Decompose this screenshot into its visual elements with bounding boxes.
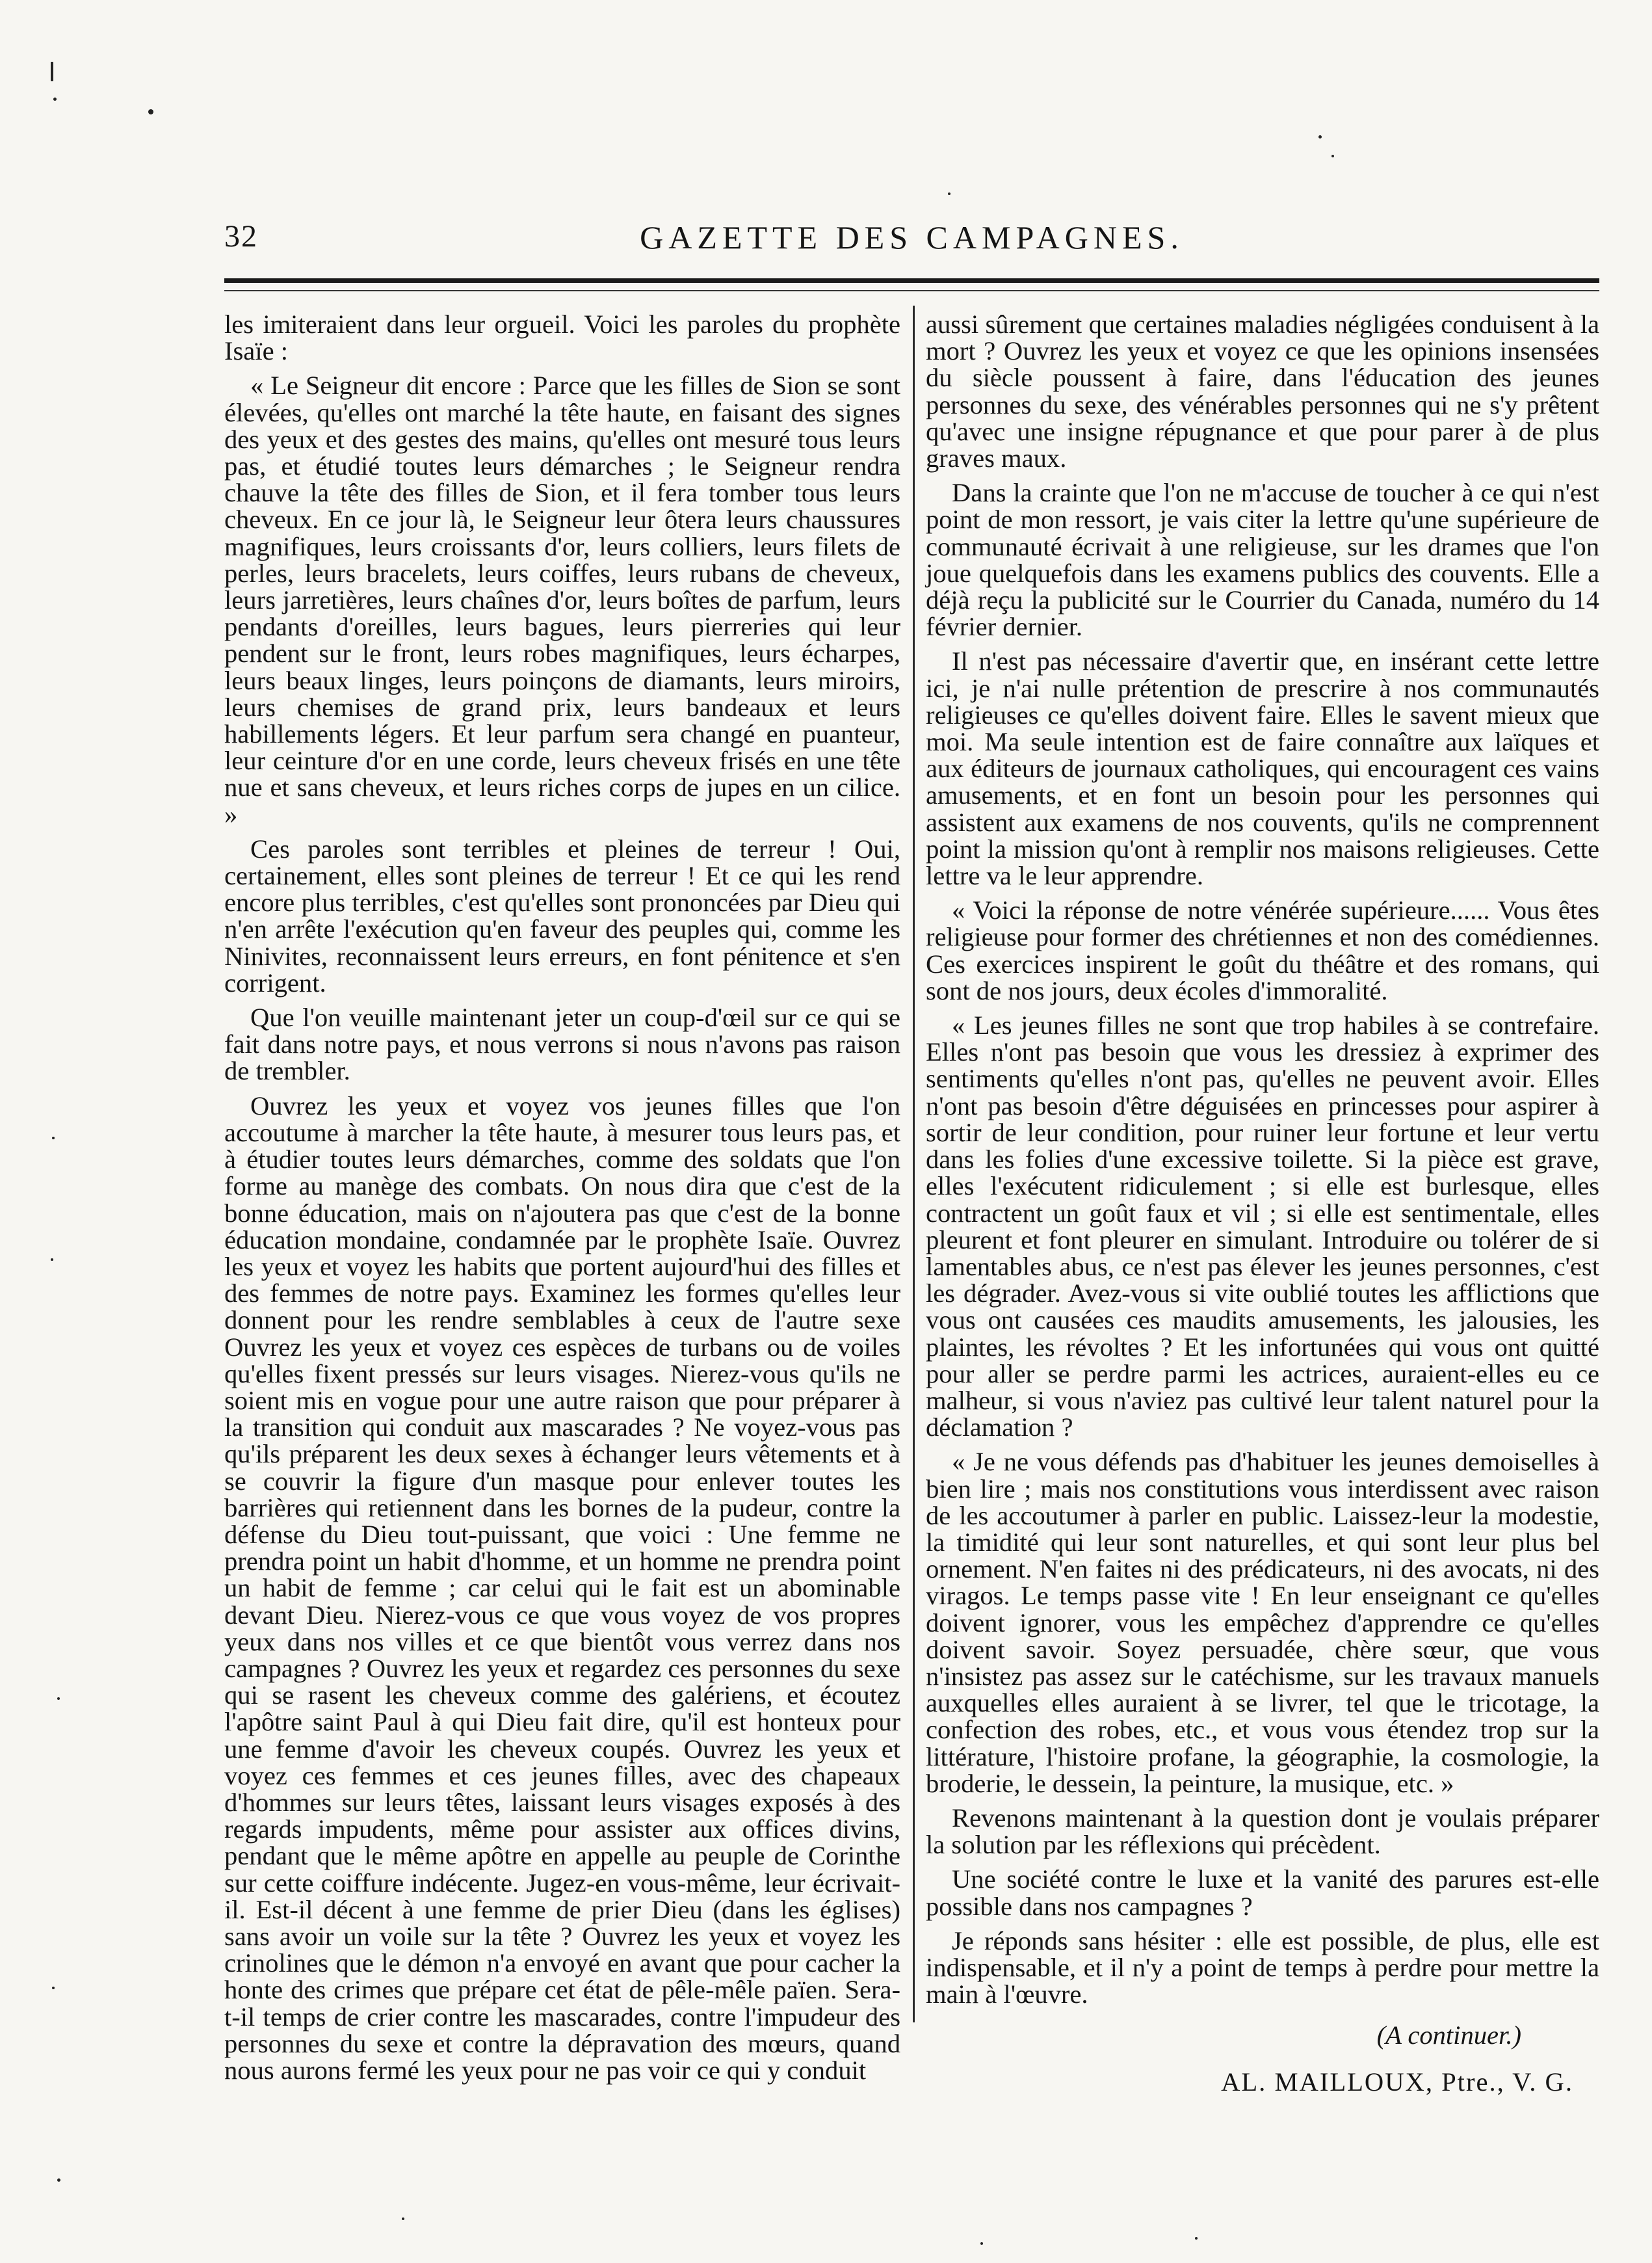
paragraph: Ces paroles sont terribles et pleines de terreur ! Oui, certainement, elles sont pleines de terreur ! Et ce qui les rend encore plus terribles, c'est qu'elles sont prononcées par Dieu qui n'en arrête l'exécution qu'en faveur des peuples qui, comme les Ninivites, reconnaissent leurs erreurs, en font pénitence et s'en corrigent.	[224, 834, 900, 998]
header-rule-thick	[224, 278, 1599, 283]
page-header	[224, 218, 1599, 264]
signoff	[926, 2022, 1599, 2095]
paragraph: « Je ne vous défends pas d'habituer les jeunes demoiselles à bien lire ; mais nos constitutions vous interdissent avec raison de les accoutumer à parler en public. Laissez-leur la modestie, la timidité qui leur sont naturelles, et qui sont leur plus bel ornement. N'en faites ni des prédicateurs, ni des avocats, ni des viragos. Le temps passe vite ! En leur enseignant ce qu'elles doivent ignorer, vous les empêchez d'apprendre ce qu'elles doivent savoir. Soyez persuadée, chère sœur, que vous n'insistez pas assez sur le catéchisme, sur les travaux manuels auxquelles elles auraient à se livrer, tel que le tricotage, la confection des robes, etc., et vous vous étendez trop sur la littérature, l'histoire profane, la géographie, la cosmologie, la broderie, le dessein, la peinture, la musique, etc. »	[926, 1447, 1599, 1798]
paragraph: Ouvrez les yeux et voyez vos jeunes filles que l'on accoutume à marcher la tête haute, à mesurer tous leurs pas, et à étudier toutes leurs démarches, comme des soldats que l'on forme au manège des combats. On nous dira que c'est de la bonne éducation, mais on n'ajoutera pas que c'est de la bonne éducation mondaine, condamnée par le prophète Isaïe. Ouvrez les yeux et voyez les habits que portent aujourd'hui des filles et des femmes de notre pays. Examinez les formes qu'elles leur donnent pour les rendre semblables à ceux de l'autre sexe Ouvrez les yeux et voyez ces espèces de turbans ou de voiles qu'elles fixent pressés sur leurs visages. Nierez-vous qu'ils ne soient mis en vogue pour une autre raison que pour préparer à la transition qui conduit aux mascarades ? Ne voyez-vous pas qu'ils préparent les deux sexes à échanger leurs vêtements et à se couvrir la figure d'un masque pour enlever toutes les barrières qui retiennent dans les bornes de la pudeur, contre la défense du Dieu tout-puissant, que voici : Une femme ne prendra point un habit d'homme, et un homme ne prendra point un habit de femme ; car celui qui le fait est un abominable devant Dieu. Nierez-vous ce que vous voyez de vos propres yeux dans nos villes et ce que bientôt vous verrez dans nos campagnes ? Ouvrez les yeux et regardez ces personnes du sexe qui se rasent les cheveux comme des galériens, et écoutez l'apôtre saint Paul à qui Dieu fait dire, qu'il est honteux pour une femme d'avoir les cheveux coupés. Ouvrez les yeux et voyez ces femmes et ces jeunes filles, avec des chapeaux d'hommes sur leurs têtes, laissant leurs visages exposés à des regards impudents, même pour assister aux offices divins, pendant que le même apôtre en appelle au peuple de Corinthe sur cette coiffure indécente. Jugez-en vous-même, leur écrivait-il. Est-il décent à une femme de prier Dieu (dans les églises) sans avoir un voile sur la tête ? Ouvrez les yeux et voyez les crinolines que le démon n'a envoyé en avant que pour cacher la honte des crimes que prépare cet état de pêle-mêle païen. Sera-t-il temps de crier contre les mascarades, contre l'impudeur des personnes du sexe et contre la dépravation des mœurs, quand nous aurons fermé les yeux pour ne pas voir ce qui y conduit	[224, 1091, 900, 2085]
running-title: GAZETTE DES CAMPAGNES.	[640, 219, 1184, 256]
paragraph: Dans la crainte que l'on ne m'accuse de toucher à ce qui n'est point de mon ressort, je vais citer la lettre qu'une supérieure de communauté écrivait à une religieuse, sur les drames que l'on joue quelquefois dans les examens publics des couvents. Elle a déjà reçu la publicité sur le Courrier du Canada, numéro du 14 février dernier.	[926, 478, 1599, 642]
paragraph: Une société contre le luxe et la vanité des parures est-elle possible dans nos campagnes ?	[926, 1864, 1599, 1921]
page-number: 32	[224, 219, 258, 254]
paragraph: « Voici la réponse de notre vénérée supérieure...... Vous êtes religieuse pour former des chrétiennes et non des comédiennes. Ces exercices inspirent le goût du théâtre et des romans, qui sont de nos jours, deux écoles d'immoralité.	[926, 895, 1599, 1005]
author-signature: AL. MAILLOUX, Ptre., V. G.	[1221, 2067, 1573, 2097]
paragraph: aussi sûrement que certaines maladies négligées conduisent à la mort ? Ouvrez les yeux et voyez ce que les opinions insensées du siècle poussent à faire, dans l'éducation des jeunes personnes du sexe, des vénérables personnes qui ne s'y prêtent qu'avec une insigne répugnance et que pour parer à de plus graves maux.	[926, 310, 1599, 473]
to-be-continued: (A continuer.)	[1376, 2020, 1521, 2050]
paragraph: Revenons maintenant à la question dont je voulais préparer la solution par les réflexions qui précèdent.	[926, 1803, 1599, 1860]
paragraph: Je réponds sans hésiter : elle est possible, de plus, elle est indispensable, et il n'y a point de temps à perdre pour mettre la main à l'œuvre.	[926, 1926, 1599, 2009]
right-column	[926, 310, 1599, 2097]
paragraph: Il n'est pas nécessaire d'avertir que, en insérant cette lettre ici, je n'ai nulle prétention de prescrire à nos communautés religieuses ce qu'elles doivent faire. Elles le savent mieux que moi. Ma seule intention est de faire connaître aux laïques et aux éditeurs de journaux catholiques, qui encouragent ces vains amusements, et en font un besoin pour les personnes qui assistent aux examens de nos couvents, qu'ils ne comprennent point la mission qu'ont à remplir nos maisons religieuses. Cette lettre va le leur apprendre.	[926, 646, 1599, 891]
column-divider	[913, 306, 915, 2022]
paragraph: « Le Seigneur dit encore : Parce que les filles de Sion se sont élevées, qu'elles ont marché la tête haute, en faisant des signes des yeux et des gestes des mains, qu'elles ont mesuré tous leurs pas, et étudié toutes leurs démarches ; le Seigneur rendra chauve la tête des filles de Sion, et il fera tomber tous leurs cheveux. En ce jour là, le Seigneur leur ôtera leurs chaussures magnifiques, leurs croissants d'or, leurs colliers, leurs filets de perles, leurs bracelets, leurs coiffes, leurs rubans de cheveux, leurs jarretières, leurs chaînes d'or, leurs boîtes de parfum, leurs pendants d'oreilles, leurs bagues, leurs pierreries qui leur pendent sur le front, leurs robes magnifiques, leurs écharpes, leurs beaux linges, leurs poinçons de diamants, leurs miroirs, leurs chemises de grand prix, leurs bandeaux et leurs habillements légers. Et leur parfum sera changé en puanteur, leur ceinture d'or en une corde, leurs cheveux frisés en une tête nue et sans cheveux, et leurs riches corps de jupes en un cilice. »	[224, 371, 900, 829]
left-column	[224, 310, 900, 2085]
paragraph: les imiteraient dans leur orgueil. Voici les paroles du prophète Isaïe :	[224, 310, 900, 366]
header-rule-thin	[224, 290, 1599, 291]
paragraph: « Les jeunes filles ne sont que trop habiles à se contrefaire. Elles n'ont pas besoin que vous les dressiez à exprimer des sentiments qu'elles n'ont pas, qu'elles ne peuvent avoir. Elles n'ont pas besoin d'être déguisées en princesses pour aspirer à sortir de leur condition, pour ruiner leur fortune et leur vertu dans les folies d'une excessive toilette. Si la pièce est grave, elles l'exécutent ridiculement ; si elle est burlesque, elles contractent un goût faux et vil ; si elle est sentimentale, elles pleurent et font pleurer en simulant. Introduire ou tolérer de si lamentables abus, ce n'est pas élever les jeunes personnes, c'est les dégrader. Avez-vous si vite oublié toutes les afflictions que vous ont causées ces maudits amusements, les jalousies, les plaintes, les révoltes ? Et les infortunées qui vous ont quitté pour aller se perdre parmi les actrices, auraient-elles eu ce malheur, si vous n'aviez pas cultivé leur talent naturel pour la déclamation ?	[926, 1011, 1599, 1442]
paragraph: Que l'on veuille maintenant jeter un coup-d'œil sur ce qui se fait dans notre pays, et nous verrons si nous n'avons pas raison de trembler.	[224, 1003, 900, 1086]
